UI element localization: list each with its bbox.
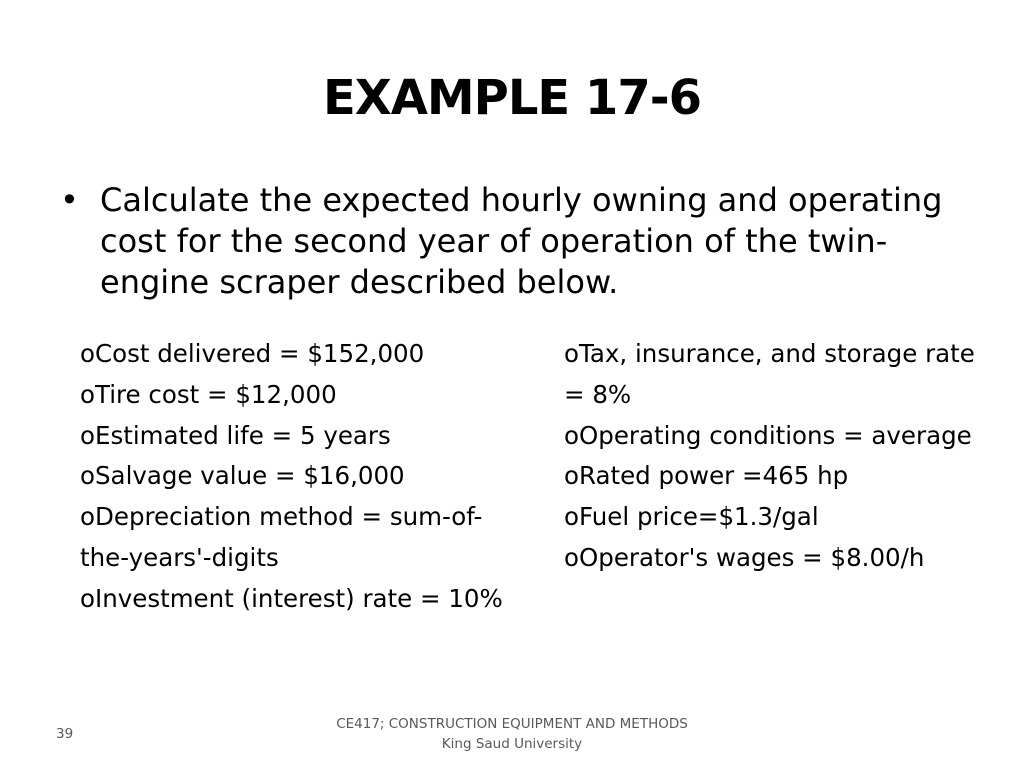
list-item	[564, 416, 984, 457]
footer-course: CE417; CONSTRUCTION EQUIPMENT AND METHODS	[336, 716, 688, 732]
list-item-text: Depreciation method = sum-of-the-years'-digits	[80, 502, 483, 572]
list-item-text: Estimated life = 5 years	[95, 420, 391, 450]
footer-university: King Saud University	[441, 736, 583, 752]
slide-title: EXAMPLE 17-6	[322, 70, 702, 126]
sub-bullet-marker: o	[80, 502, 95, 532]
sub-bullet-marker: o	[564, 542, 579, 572]
list-item-text: Tire cost = $12,000	[95, 379, 337, 409]
list-item-text: Cost delivered = $152,000	[95, 339, 425, 368]
list-item-text: Investment (interest) rate = 10%	[95, 583, 503, 613]
list-item	[564, 538, 984, 579]
left-parameter-list	[80, 334, 510, 620]
sub-bullet-marker: o	[80, 339, 95, 368]
list-item	[80, 334, 510, 375]
list-item-text: Rated power =465 hp	[579, 461, 849, 491]
main-bullet	[56, 180, 976, 303]
sub-bullet-marker: o	[564, 461, 579, 491]
list-item-text: Fuel price=$1.3/gal	[579, 502, 819, 532]
list-item	[80, 416, 510, 457]
list-item-text: Tax, insurance, and storage rate = 8%	[564, 339, 975, 409]
main-bullet-text: Calculate the expected hourly owning and operating cost for the second year of operation of the twin-engine scraper described below.	[100, 181, 943, 301]
list-item	[564, 497, 984, 538]
list-item	[80, 456, 510, 497]
list-item	[80, 375, 510, 416]
footer	[312, 714, 712, 754]
sub-bullet-marker: o	[564, 502, 579, 532]
sub-bullet-marker: o	[80, 379, 95, 409]
list-item	[80, 579, 510, 620]
list-item-text: Operator's wages = $8.00/h	[579, 542, 925, 572]
sub-bullet-marker: o	[564, 339, 579, 368]
list-item	[564, 456, 984, 497]
sub-bullet-marker: o	[80, 420, 95, 450]
sub-bullet-marker: o	[564, 420, 579, 450]
page-number: 39	[56, 726, 74, 742]
sub-bullet-marker: o	[80, 461, 95, 491]
list-item	[564, 334, 984, 416]
list-item-text: Operating conditions = average	[579, 420, 972, 450]
right-parameter-list	[564, 334, 984, 579]
sub-bullet-marker: o	[80, 583, 95, 613]
bullet-marker: •	[60, 181, 79, 219]
list-item	[80, 497, 510, 579]
list-item-text: Salvage value = $16,000	[95, 461, 405, 491]
